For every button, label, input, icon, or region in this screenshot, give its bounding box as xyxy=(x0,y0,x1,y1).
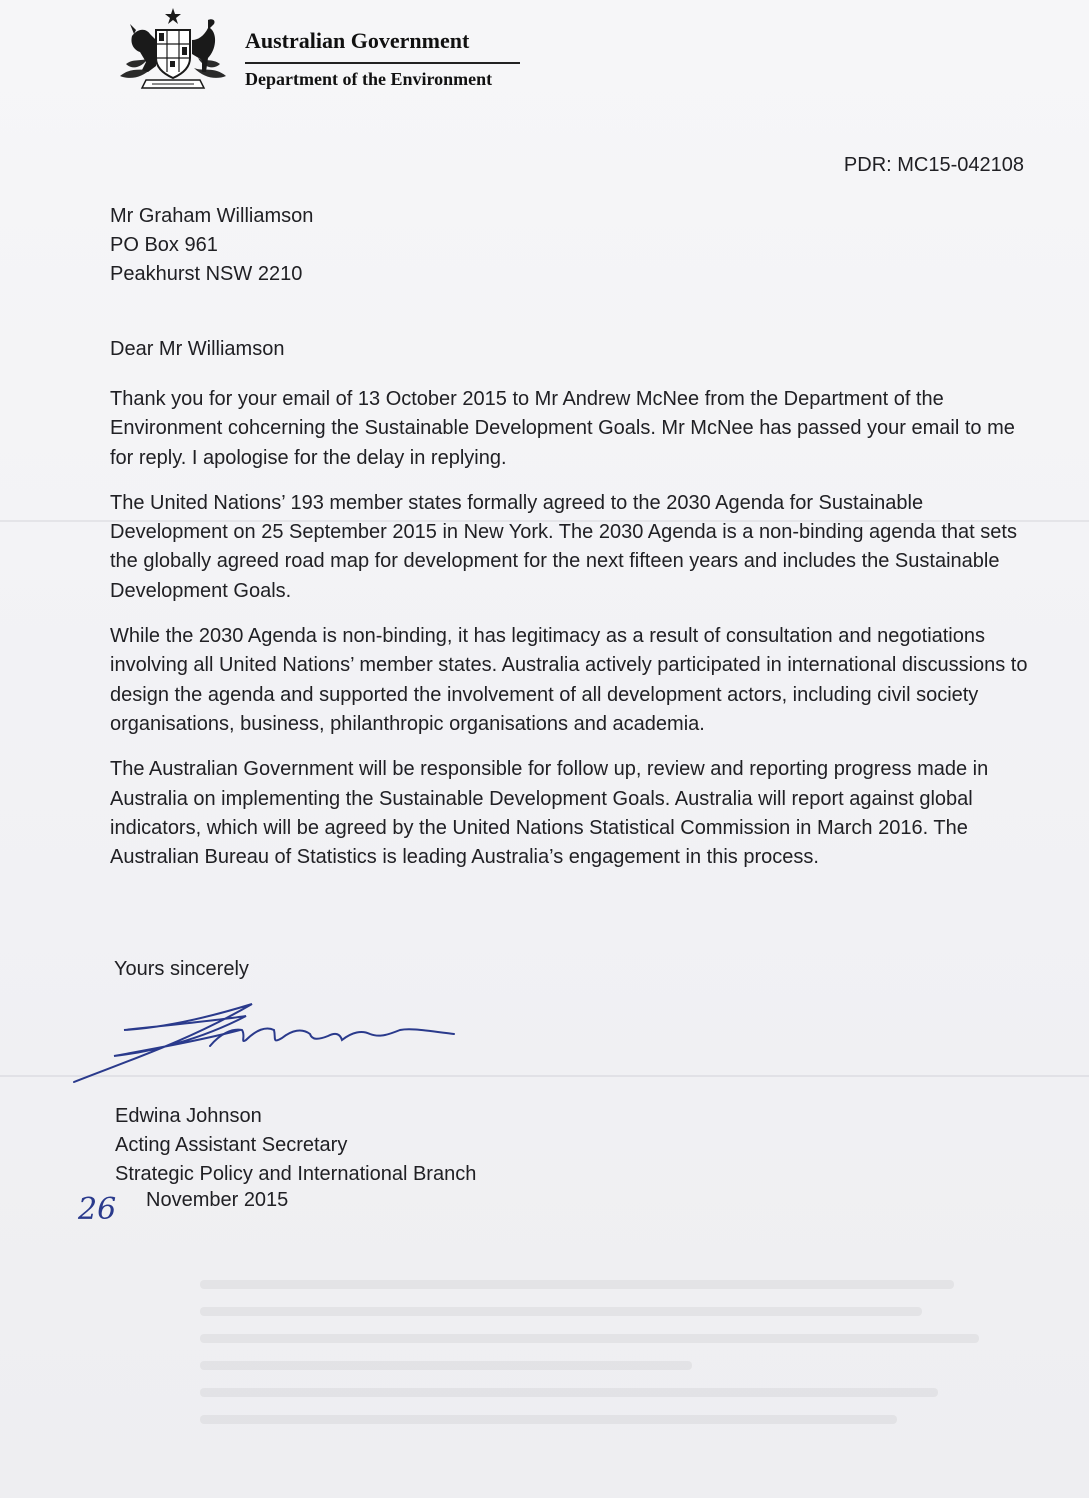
body-paragraph: Thank you for your email of 13 October 2015 to Mr Andrew McNee from the Department of the Environment cohcerning the Sustainable Development Goals. Mr McNee has passed your email to me for reply. I apologise for the delay in replying. xyxy=(110,388,1015,469)
letter-date xyxy=(78,1188,378,1228)
salutation: Dear Mr Williamson xyxy=(110,338,285,360)
date-month-year: November 2015 xyxy=(146,1189,289,1211)
closing: Yours sincerely xyxy=(114,958,249,980)
body-paragraph: The Australian Government will be responsible for follow up, review and reporting progress made in Australia on implementing the Sustainable Development Goals. Australia will report against global indicators, which will be agreed by the United Nations Statistical Commission in March 2016. The Australian Bureau of Statistics is leading Australia’s engagement in this process. xyxy=(110,758,989,869)
recipient-address xyxy=(110,202,313,289)
department-name: Department of the Environment xyxy=(245,69,493,89)
letter-body xyxy=(110,385,1030,888)
government-name: Australian Government xyxy=(245,28,470,53)
signer-title: Acting Assistant Secretary xyxy=(115,1134,348,1156)
coat-of-arms-icon xyxy=(112,6,234,94)
body-paragraph: The United Nations’ 193 member states formally agreed to the 2030 Agenda for Sustainable Development on 25 September 2015 in New York. The 2030 Agenda is a non-binding agenda that sets the globally agreed road map for development for the next fifteen years and includes the Sustainable Development Goals. xyxy=(110,491,1017,602)
letterhead-divider xyxy=(245,62,520,64)
signer-block xyxy=(115,1102,476,1189)
signer-branch: Strategic Policy and International Branch xyxy=(115,1163,477,1185)
signer-name: Edwina Johnson xyxy=(115,1105,262,1127)
recipient-address-line1: PO Box 961 xyxy=(110,234,218,256)
body-paragraph: While the 2030 Agenda is non-binding, it has legitimacy as a result of consultation and negotiations involving all United Nations’ member states. Australia actively participated in international discussions to design the agenda and supported the involvement of all development actors, including civil society organisations, business, philanthropic organisations and academia. xyxy=(110,625,1028,735)
recipient-address-line2: Peakhurst NSW 2210 xyxy=(110,263,303,285)
bleed-through-text xyxy=(200,1280,1020,1480)
date-day-handwritten: 26 xyxy=(78,1192,117,1227)
recipient-name: Mr Graham Williamson xyxy=(110,205,314,227)
reference-number: PDR: MC15-042108 xyxy=(843,154,1024,176)
handwritten-signature xyxy=(70,990,470,1090)
